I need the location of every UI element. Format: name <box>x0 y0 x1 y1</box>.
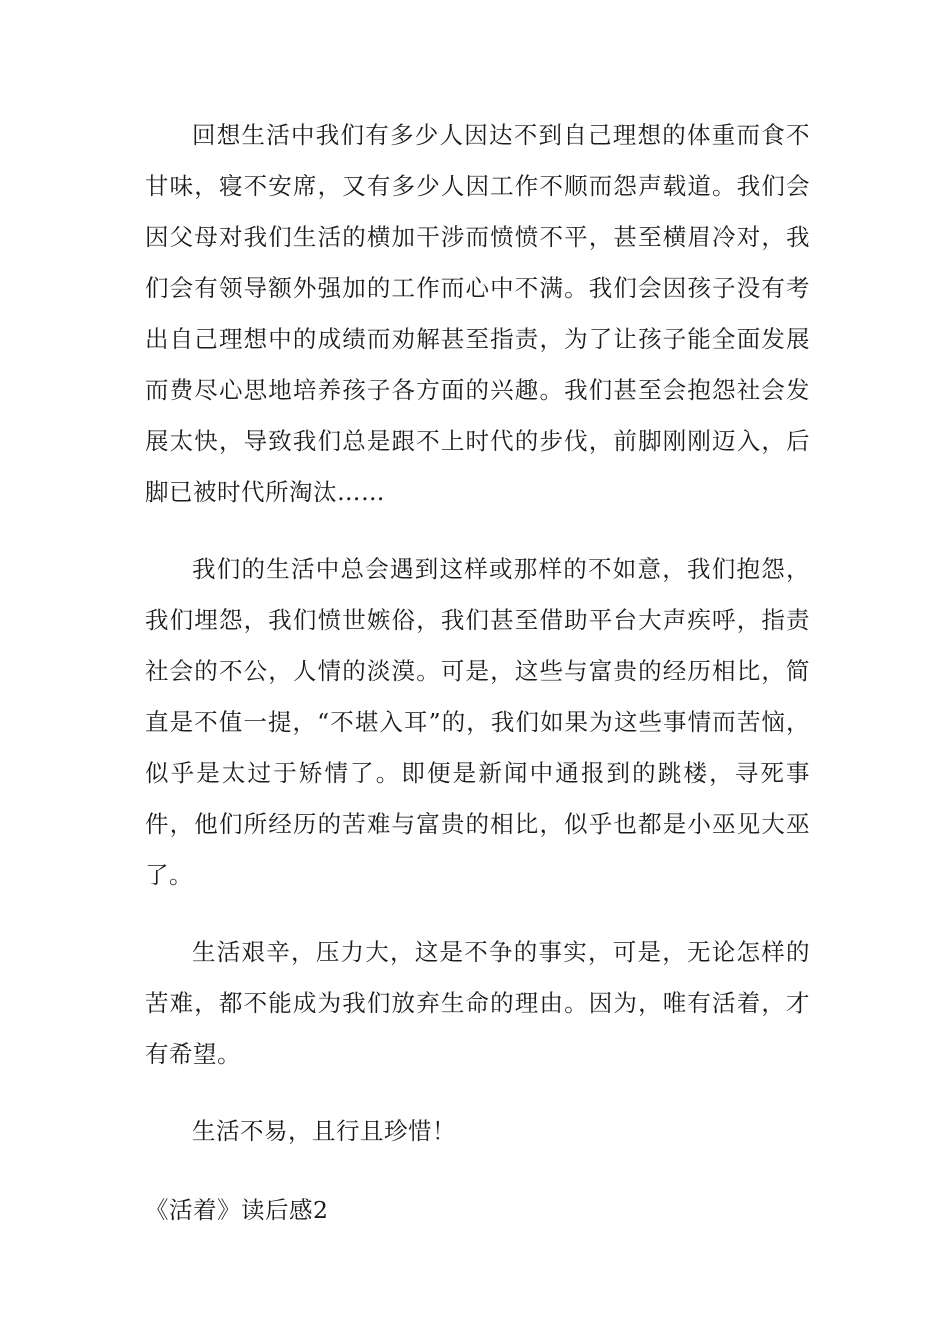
paragraph-2: 我们的生活中总会遇到这样或那样的不如意，我们抱怨，我们埋怨，我们愤世嫉俗，我们甚至借助平台大声疾呼，指责社会的不公，人情的淡漠。可是，这些与富贵的经历相比，简直是不值一提，“不堪入耳”的，我们如果为这些事情而苦恼，似乎是太过于矫情了。即便是新闻中通报到的跳楼，寻死事件，他们所经历的苦难与富贵的相比，似乎也都是小巫见大巫了。 <box>145 555 810 889</box>
section-heading: 《活着》读后感2 <box>145 1196 329 1224</box>
paragraph-1: 回想生活中我们有多少人因达不到自己理想的体重而食不甘味，寝不安席，又有多少人因工作不顺而怨声载道。我们会因父母对我们生活的横加干涉而愤愤不平，甚至横眉冷对，我们会有领导额外强加的工作而心中不满。我们会因孩子没有考出自己理想中的成绩而劝解甚至指责，为了让孩子能全面发展而费尽心思地培养孩子各方面的兴趣。我们甚至会抱怨社会发展太快，导致我们总是跟不上时代的步伐，前脚刚刚迈入，后脚已被时代所淘汰…… <box>145 121 810 506</box>
document-page <box>145 110 810 1236</box>
paragraph-4: 生活不易，且行且珍惜！ <box>192 1117 456 1145</box>
paragraph-3: 生活艰辛，压力大，这是不争的事实，可是，无论怎样的苦难，都不能成为我们放弃生命的理由。因为，唯有活着，才有希望。 <box>145 938 810 1068</box>
